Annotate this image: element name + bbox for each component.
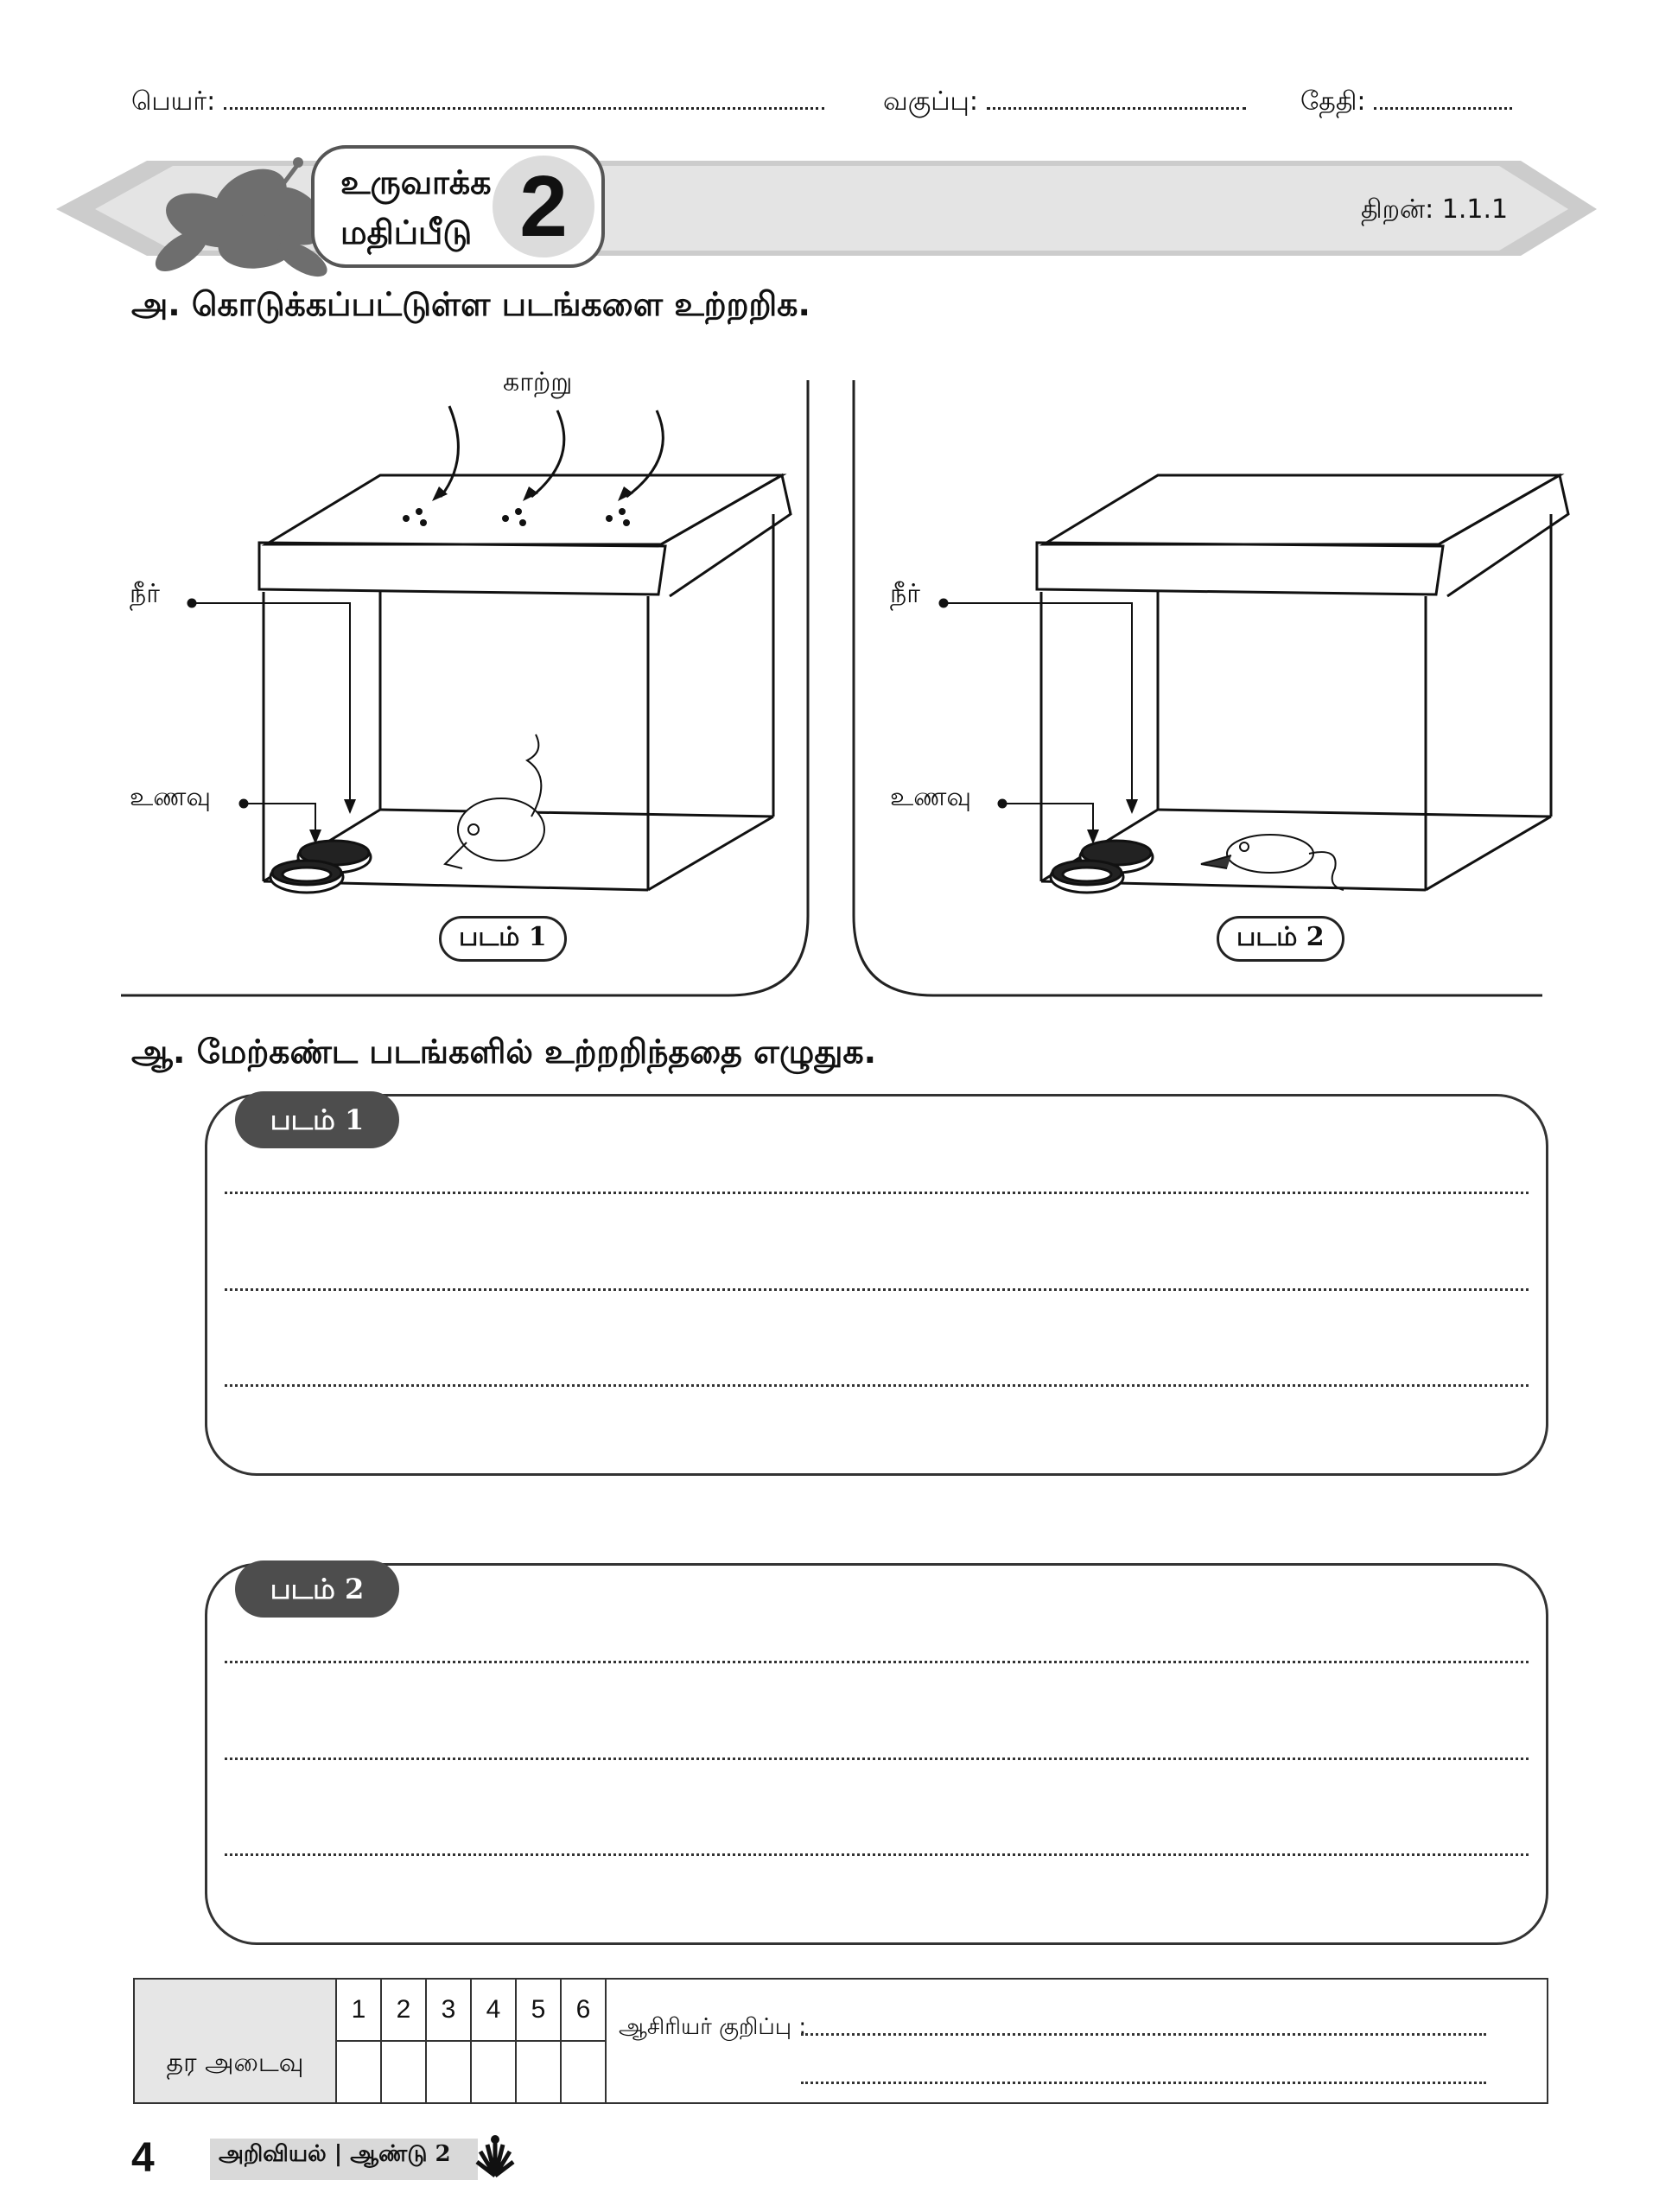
name-label: பெயர்: <box>131 86 216 117</box>
grade-level-1: 1 <box>336 1979 381 2041</box>
date-input-line[interactable] <box>1374 90 1512 110</box>
figure1-panel-border <box>121 380 808 995</box>
figure2-caption: படம் 2 <box>1217 916 1344 962</box>
teacher-notes-line[interactable] <box>801 2082 1486 2084</box>
grade-level-2: 2 <box>381 1979 426 2041</box>
teacher-notes-line[interactable] <box>801 2033 1486 2036</box>
grade-level-6: 6 <box>561 1979 606 2041</box>
section-a-heading: அ. கொடுக்கப்பட்டுள்ள படங்களை உற்றறிக. <box>131 285 810 323</box>
mouse-healthy-icon <box>445 734 544 868</box>
figure1-caption: படம் 1 <box>439 916 567 962</box>
food-label-fig2: உணவு <box>890 782 972 812</box>
grade-checkbox-5[interactable] <box>516 2041 561 2103</box>
grade-level-3: 3 <box>426 1979 471 2041</box>
food-label-fig1: உணவு <box>130 782 212 812</box>
answer-line[interactable] <box>225 1288 1529 1291</box>
grade-checkbox-4[interactable] <box>471 2041 516 2103</box>
answer-line[interactable] <box>225 1661 1529 1663</box>
answer-box2-tab: படம் 2 <box>235 1560 399 1618</box>
title-line-1: உருவாக்க <box>340 163 492 201</box>
date-field[interactable] <box>1300 86 1512 120</box>
class-input-line[interactable] <box>987 90 1246 110</box>
skill-code: திறன்: 1.1.1 <box>1361 194 1509 225</box>
grade-level-5: 5 <box>516 1979 561 2041</box>
grade-checkbox-6[interactable] <box>561 2041 606 2103</box>
grade-checkbox-3[interactable] <box>426 2041 471 2103</box>
teacher-notes-cell[interactable] <box>606 1979 1548 2103</box>
assessment-title <box>340 157 492 257</box>
answer-box1-tab: படம் 1 <box>235 1091 399 1148</box>
name-input-line[interactable] <box>224 90 824 110</box>
figure2-cage <box>940 475 1568 893</box>
assessment-title-box <box>311 145 605 268</box>
class-field[interactable] <box>883 86 1246 120</box>
grade-label: தர அடைவு <box>134 1979 336 2103</box>
figure2-panel-border <box>854 380 1542 995</box>
answer-line[interactable] <box>225 1384 1529 1387</box>
answer-box-figure2[interactable] <box>205 1563 1548 1945</box>
section-b-heading: ஆ. மேற்கண்ட படங்களில் உற்றறிந்ததை எழுதுக. <box>131 1033 877 1071</box>
grade-level-4: 4 <box>471 1979 516 2041</box>
teacher-notes-label: ஆசிரியர் குறிப்பு : <box>619 2014 807 2040</box>
answer-line[interactable] <box>225 1758 1529 1760</box>
grade-checkbox-1[interactable] <box>336 2041 381 2103</box>
air-label: காற்று <box>503 367 573 397</box>
figures-illustration <box>0 363 1659 1011</box>
answer-line[interactable] <box>225 1853 1529 1856</box>
assessment-number: 2 <box>519 158 568 255</box>
page-number: 4 <box>131 2135 155 2181</box>
grade-checkbox-2[interactable] <box>381 2041 426 2103</box>
water-label-fig1: நீர் <box>130 579 160 609</box>
answer-line[interactable] <box>225 1192 1529 1194</box>
class-label: வகுப்பு: <box>883 86 978 117</box>
name-field[interactable] <box>131 86 824 120</box>
date-label: தேதி: <box>1300 86 1366 117</box>
footer-subject: அறிவியல் | ஆண்டு 2 <box>219 2141 451 2167</box>
peacock-book-logo-icon <box>474 2133 517 2181</box>
title-line-2: மதிப்பீடு <box>340 213 473 251</box>
figure1-cage <box>188 406 791 893</box>
grading-table <box>133 1978 1548 2104</box>
answer-box-figure1[interactable] <box>205 1094 1548 1476</box>
water-label-fig2: நீர் <box>890 579 920 609</box>
mouse-weak-icon <box>1201 835 1344 890</box>
